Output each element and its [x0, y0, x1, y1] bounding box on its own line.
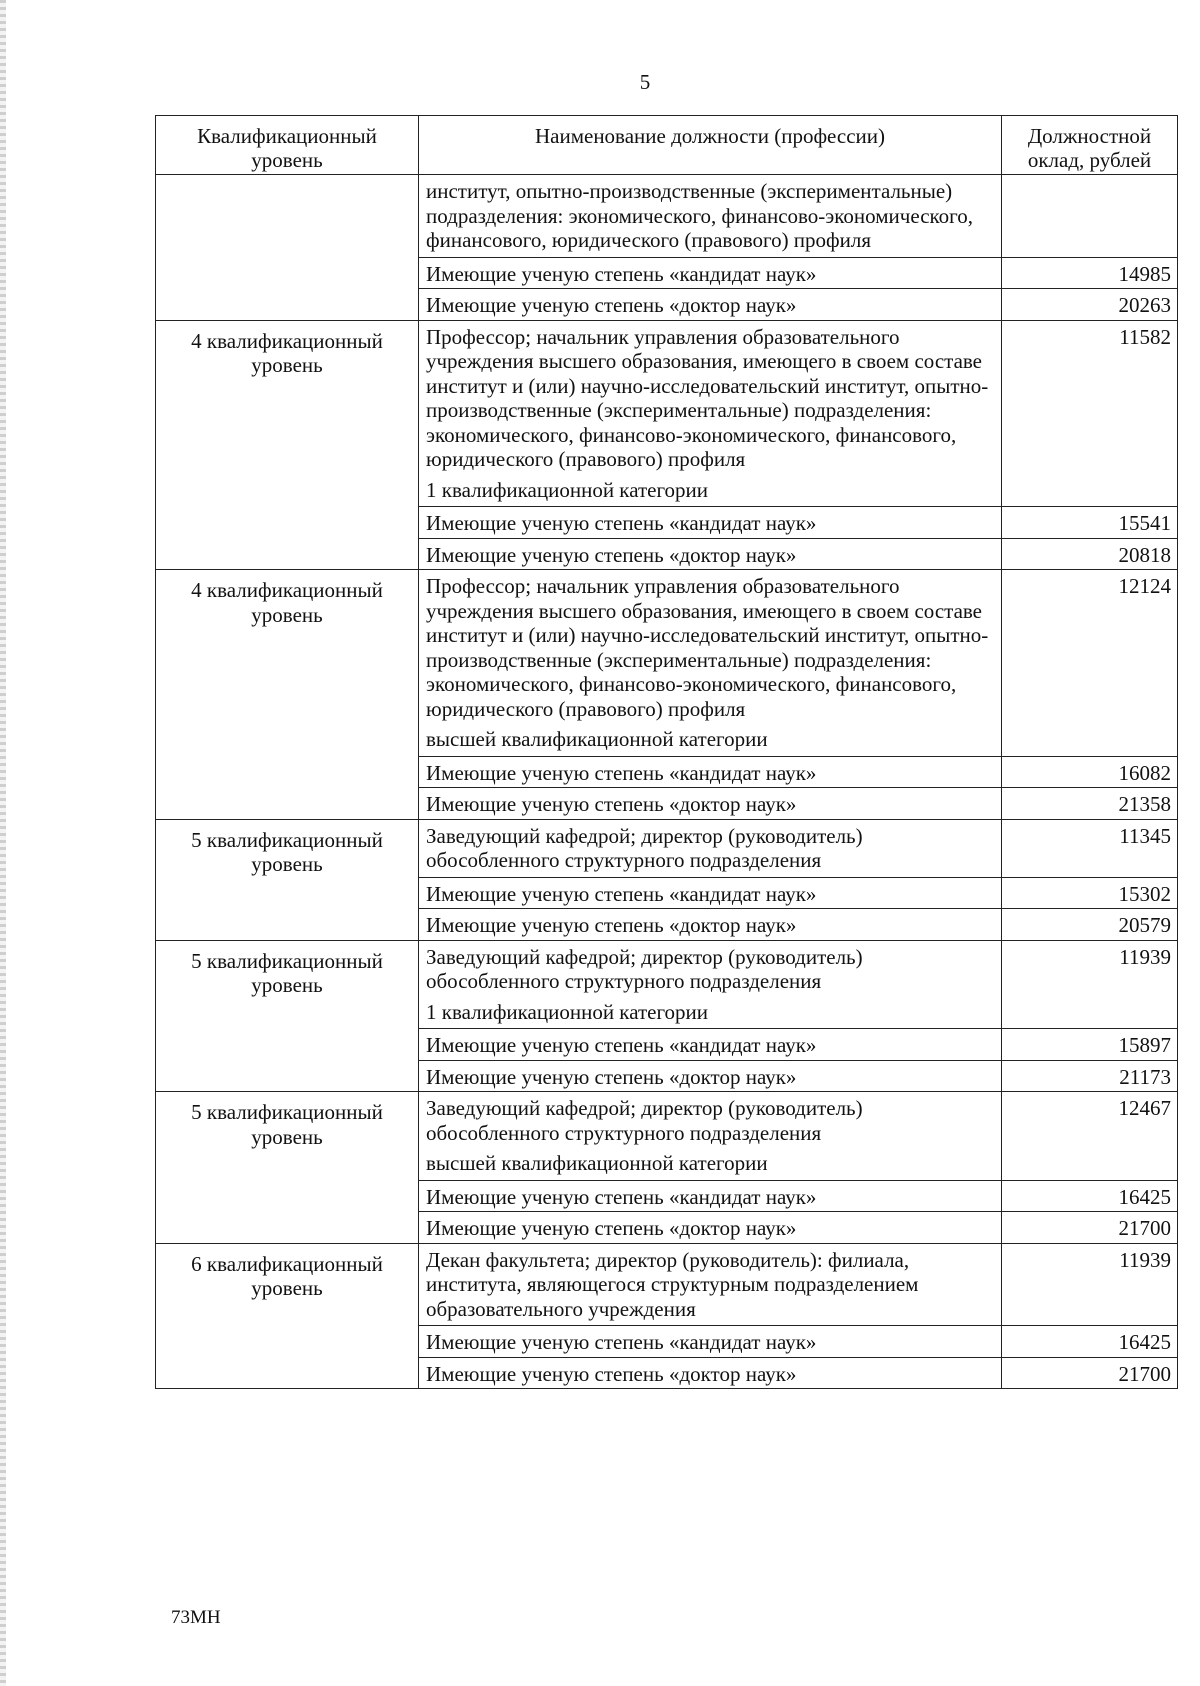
position-title: Заведующий кафедрой; директор (руководитель) обособленного структурного подразделения — [426, 944, 863, 993]
table-row — [156, 1092, 1178, 1181]
qualification-category: высшей квалификационной категории — [426, 1151, 768, 1175]
level-cell: 4 квалификационный уровень — [156, 570, 419, 820]
table-row — [156, 175, 1178, 258]
doctor-degree-label: Имеющие ученую степень «доктор наук» — [419, 538, 1002, 570]
table-header-row — [156, 116, 1178, 175]
salary-cell — [1002, 175, 1178, 258]
page-number: 5 — [639, 70, 651, 94]
doctor-degree-label: Имеющие ученую степень «доктор наук» — [419, 1060, 1002, 1092]
candidate-salary: 16425 — [1002, 1326, 1178, 1358]
position-title: Заведующий кафедрой; директор (руководитель) обособленного структурного подразделения — [426, 823, 863, 872]
table-row — [156, 819, 1178, 877]
salary-cell: 11582 — [1002, 320, 1178, 507]
salary-cell: 12124 — [1002, 570, 1178, 757]
doctor-degree-label: Имеющие ученую степень «доктор наук» — [419, 788, 1002, 820]
document-code: 73МН — [171, 1607, 221, 1628]
doctor-salary: 20263 — [1002, 289, 1178, 321]
level-cell: 5 квалификационный уровень — [156, 940, 419, 1092]
position-cell — [419, 1092, 1002, 1181]
salary-cell: 11345 — [1002, 819, 1178, 877]
level-cell — [156, 175, 419, 321]
level-cell: 5 квалификационный уровень — [156, 1092, 419, 1244]
candidate-salary: 14985 — [1002, 257, 1178, 289]
candidate-degree-label: Имеющие ученую степень «кандидат наук» — [419, 1180, 1002, 1212]
candidate-degree-label: Имеющие ученую степень «кандидат наук» — [419, 756, 1002, 788]
position-cell — [419, 940, 1002, 1029]
doctor-degree-label: Имеющие ученую степень «доктор наук» — [419, 909, 1002, 941]
level-cell: 5 квалификационный уровень — [156, 819, 419, 940]
position-title: Профессор; начальник управления образовательного учреждения высшего образования, имеющего в своем составе институт и (или) научно-исследовательский институт, опытно-производственные (экспериментальные) подразделения: экономического, финансово-экономического, финансового, юридического (правового) профиля — [426, 574, 989, 721]
doctor-salary: 21173 — [1002, 1060, 1178, 1092]
candidate-salary: 15897 — [1002, 1029, 1178, 1061]
table-row — [156, 940, 1178, 1029]
doctor-degree-label: Имеющие ученую степень «доктор наук» — [419, 1357, 1002, 1389]
qualification-category: 1 квалификационной категории — [426, 999, 709, 1024]
table-row — [156, 1243, 1178, 1326]
level-cell: 6 квалификационный уровень — [156, 1243, 419, 1389]
header-position: Наименование должности (профессии) — [419, 116, 1002, 175]
candidate-degree-label: Имеющие ученую степень «кандидат наук» — [419, 507, 1002, 539]
candidate-degree-label: Имеющие ученую степень «кандидат наук» — [419, 257, 1002, 289]
doctor-salary: 21358 — [1002, 788, 1178, 820]
candidate-salary: 15302 — [1002, 877, 1178, 909]
position-cell — [419, 175, 1002, 258]
doctor-degree-label: Имеющие ученую степень «доктор наук» — [419, 289, 1002, 321]
candidate-degree-label: Имеющие ученую степень «кандидат наук» — [419, 1326, 1002, 1358]
candidate-salary: 16082 — [1002, 756, 1178, 788]
table-row — [156, 320, 1178, 507]
position-title: Профессор; начальник управления образовательного учреждения высшего образования, имеющего в своем составе институт и (или) научно-исследовательский институт, опытно-производственные (экспериментальные) подразделения: экономического, финансово-экономического, финансового, юридического (правового) профиля — [426, 324, 989, 471]
position-cell — [419, 819, 1002, 877]
candidate-degree-label: Имеющие ученую степень «кандидат наук» — [419, 877, 1002, 909]
header-level: Квалификационный уровень — [156, 116, 419, 175]
doctor-degree-label: Имеющие ученую степень «доктор наук» — [419, 1212, 1002, 1244]
salary-table — [155, 115, 1178, 1389]
salary-cell: 11939 — [1002, 940, 1178, 1029]
qualification-category: 1 квалификационной категории — [426, 477, 709, 502]
doctor-salary: 21700 — [1002, 1212, 1178, 1244]
table-row — [156, 570, 1178, 757]
position-title: Декан факультета; директор (руководитель): филиала, института, являющегося структурным подразделением образовательного учреждения — [426, 1247, 919, 1321]
qualification-category: высшей квалификационной категории — [426, 727, 768, 751]
position-cell — [419, 320, 1002, 507]
scan-edge — [0, 0, 6, 1686]
position-title: Заведующий кафедрой; директор (руководитель) обособленного структурного подразделения — [426, 1096, 863, 1145]
candidate-salary: 16425 — [1002, 1180, 1178, 1212]
candidate-salary: 15541 — [1002, 507, 1178, 539]
doctor-salary: 20818 — [1002, 538, 1178, 570]
doctor-salary: 21700 — [1002, 1357, 1178, 1389]
position-cell — [419, 1243, 1002, 1326]
level-cell: 4 квалификационный уровень — [156, 320, 419, 570]
candidate-degree-label: Имеющие ученую степень «кандидат наук» — [419, 1029, 1002, 1061]
doctor-salary: 20579 — [1002, 909, 1178, 941]
position-cell — [419, 570, 1002, 757]
header-salary: Должностной оклад, рублей — [1002, 116, 1178, 175]
position-title: институт, опытно-производственные (экспериментальные) подразделения: экономического, финансово-экономического, финансового, юридического (правового) профиля — [426, 179, 973, 252]
salary-cell: 11939 — [1002, 1243, 1178, 1326]
salary-cell: 12467 — [1002, 1092, 1178, 1181]
